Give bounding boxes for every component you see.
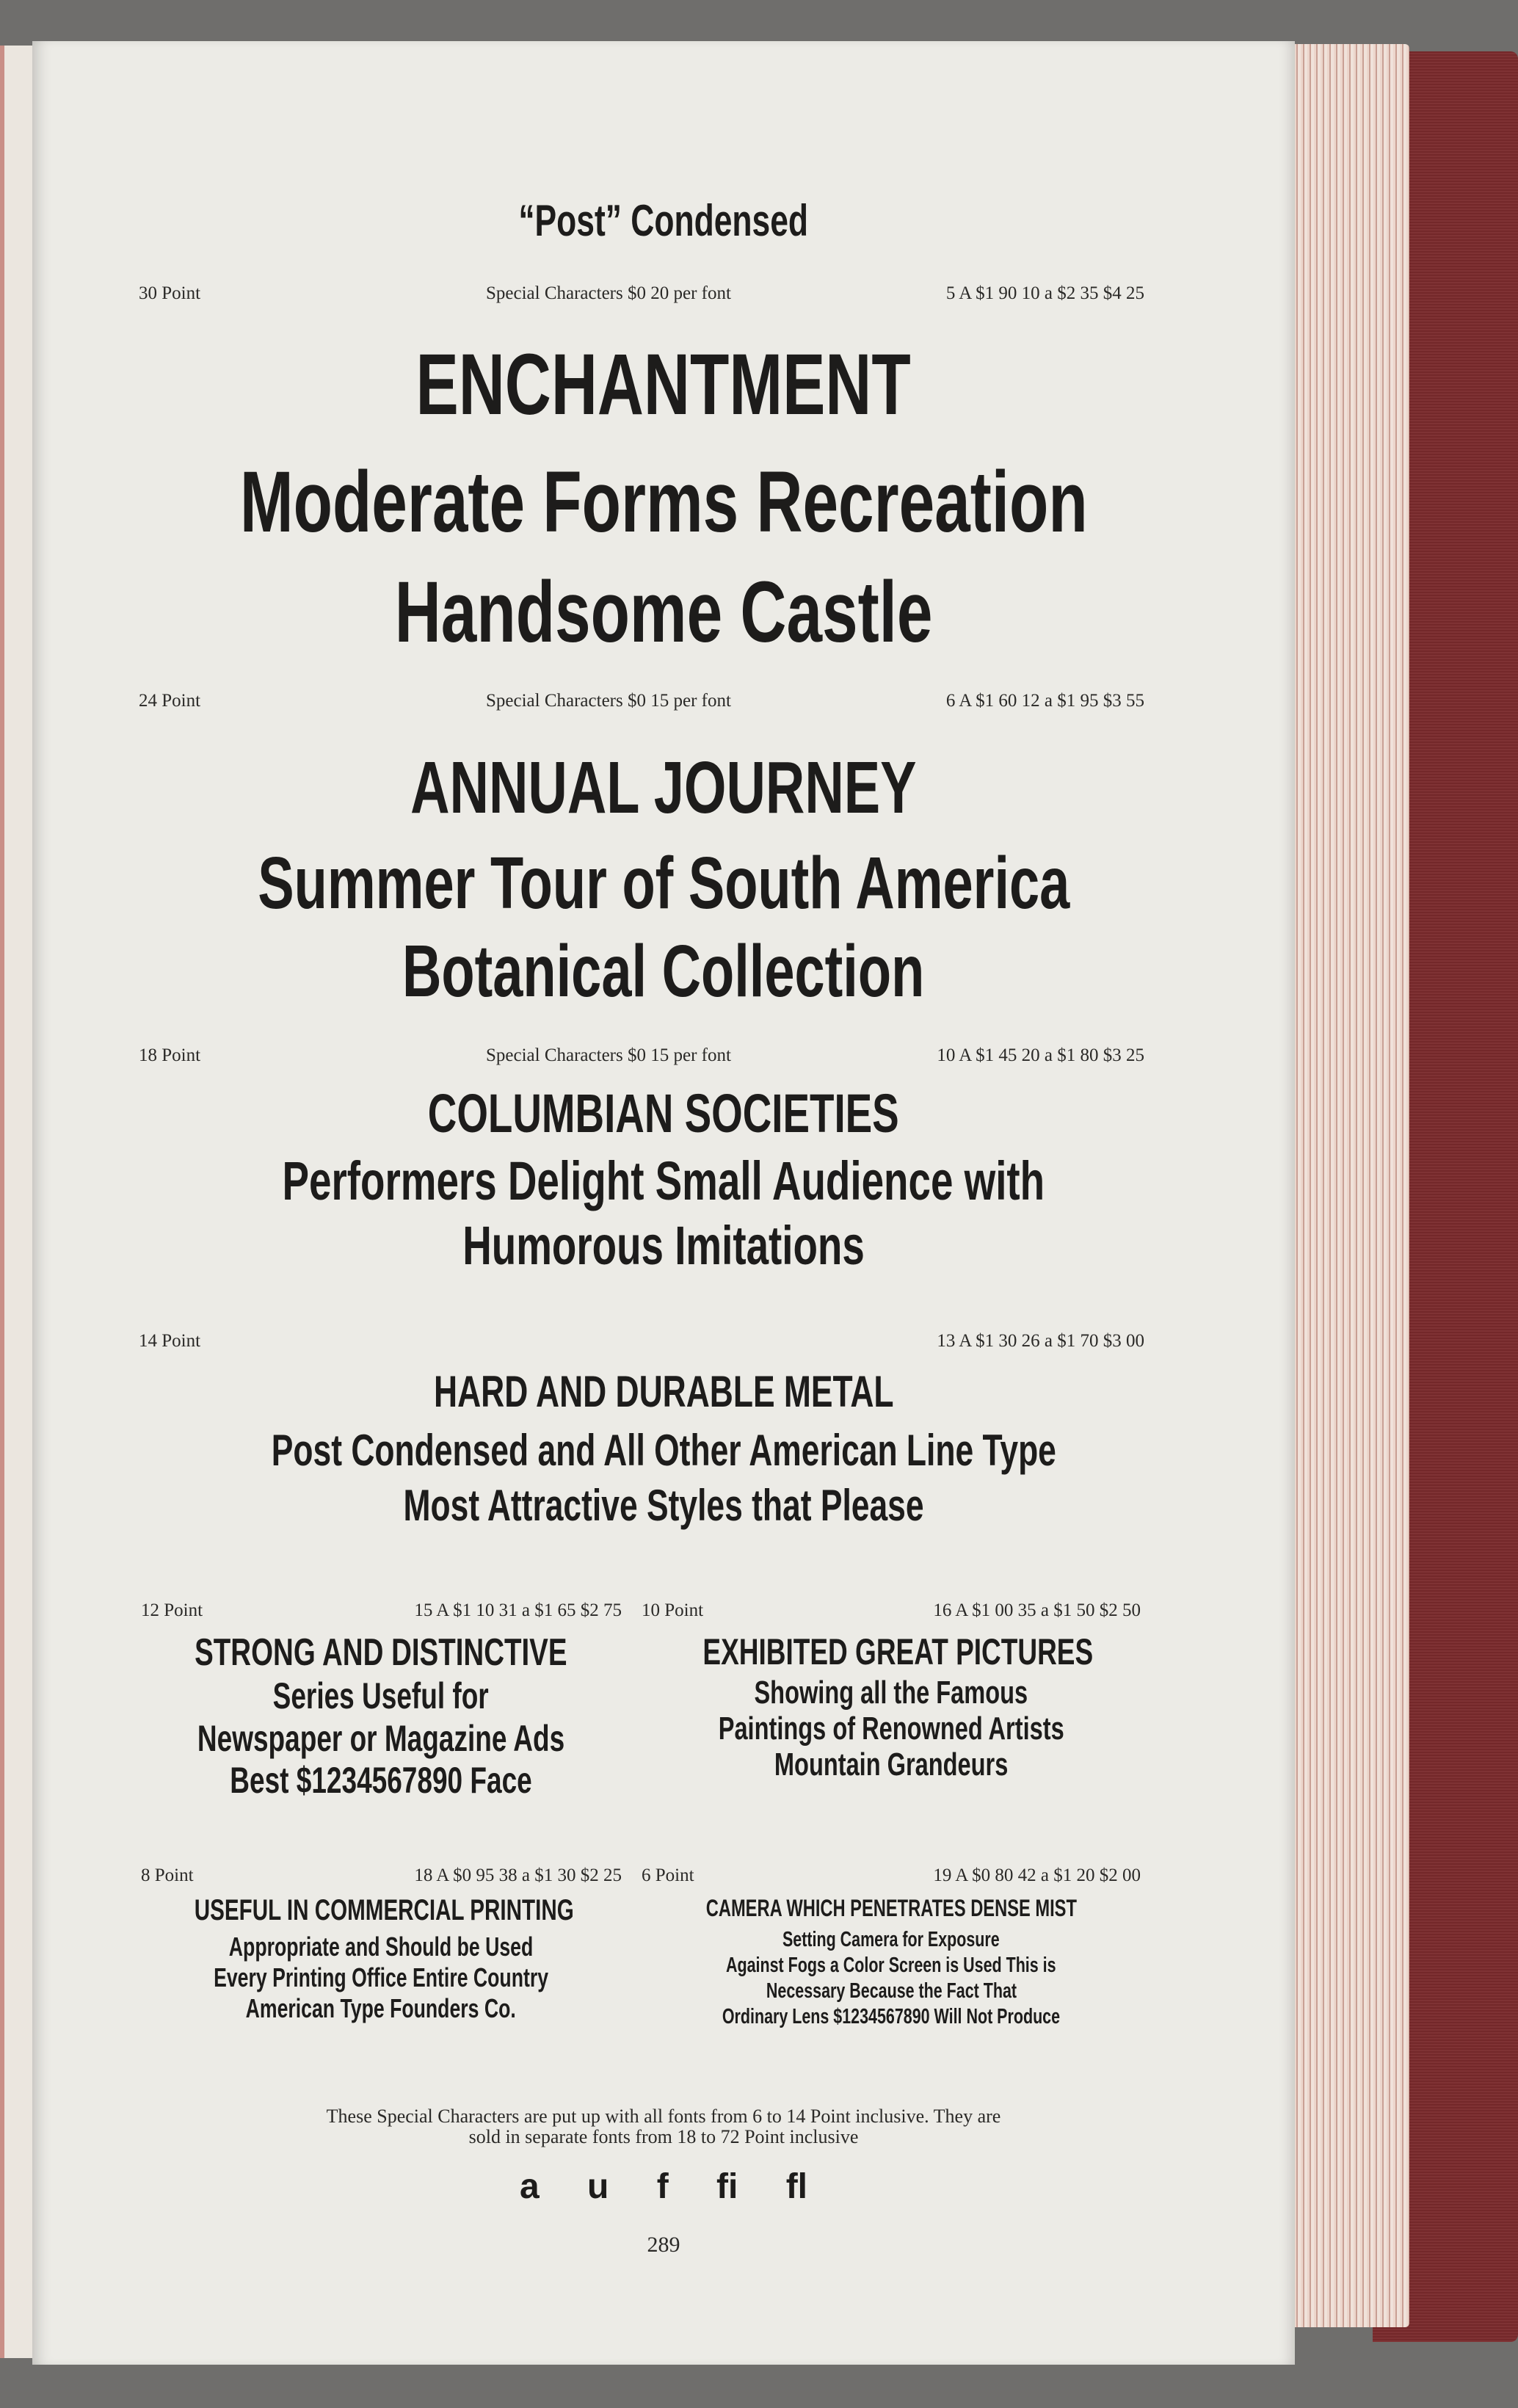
spec-24-point: [139, 691, 1144, 714]
specimen-line: EXHIBITED GREAT PICTURES: [702, 1631, 1094, 1672]
specimen-line: Performers Delight Small Audience with: [282, 1150, 1045, 1211]
special-characters-price: Special Characters $0 15 per font: [486, 1045, 731, 1065]
specimen-line: Moderate Forms Recreation: [239, 454, 1088, 551]
spec-6-point: [642, 1865, 1141, 1889]
specimen-line: HARD AND DURABLE METAL: [433, 1367, 894, 1416]
specimen-line: Post Condensed and All Other American Line Type: [271, 1426, 1056, 1475]
specimen-line: CAMERA WHICH PENETRATES DENSE MIST: [705, 1895, 1077, 1921]
size-label: 30 Point: [139, 283, 201, 303]
specimen-line: Ordinary Lens $1234567890 Will Not Produce: [722, 2005, 1061, 2028]
spec-8-point: [141, 1865, 622, 1889]
spec-30-point: [139, 283, 1144, 307]
book-page: [32, 41, 1295, 2365]
specimen-line: Showing all the Famous: [754, 1675, 1028, 1711]
specimen-line: STRONG AND DISTINCTIVE: [195, 1631, 567, 1674]
font-prices: 6 A $1 60 12 a $1 95 $3 55: [945, 691, 1144, 711]
specimen-line: Against Fogs a Color Screen is Used This is: [726, 1954, 1056, 1977]
font-prices: 15 A $1 10 31 a $1 65 $2 75: [414, 1600, 622, 1620]
ligature-a: a: [519, 2167, 540, 2206]
specimen-line: Paintings of Renowned Artists: [718, 1711, 1064, 1747]
size-label: 12 Point: [141, 1600, 203, 1620]
specimen-line: Newspaper or Magazine Ads: [197, 1718, 565, 1759]
specimen-line: Most Attractive Styles that Please: [403, 1481, 924, 1530]
spec-10-point: [642, 1600, 1141, 1624]
size-label: 18 Point: [139, 1045, 201, 1065]
specimen-line: Setting Camera for Exposure: [782, 1928, 1000, 1951]
page-title: “Post” Condensed: [518, 196, 809, 245]
specimen-line: Every Printing Office Entire Country: [214, 1962, 548, 1992]
special-characters-price: Special Characters $0 20 per font: [486, 283, 731, 303]
page-edges: [1281, 44, 1409, 2327]
specimen-line: Summer Tour of South America: [257, 842, 1070, 924]
specimen-line: Necessary Because the Fact That: [766, 1979, 1017, 2003]
specimen-line: American Type Founders Co.: [245, 1993, 517, 2023]
font-prices: 16 A $1 00 35 a $1 50 $2 50: [933, 1600, 1141, 1620]
size-label: 10 Point: [642, 1600, 704, 1620]
spec-12-point: [141, 1600, 622, 1624]
size-label: 24 Point: [139, 691, 201, 711]
special-characters-price: Special Characters $0 15 per font: [486, 691, 731, 711]
specimen-line: ANNUAL JOURNEY: [410, 747, 917, 829]
specimen-line: Humorous Imitations: [462, 1215, 865, 1276]
footnote-line-2: sold in separate fonts from 18 to 72 Point inclusive: [468, 2126, 859, 2147]
specimen-line: Series Useful for: [272, 1675, 490, 1716]
specimen-line: COLUMBIAN SOCIETIES: [428, 1083, 899, 1144]
specimen-line: Best $1234567890 Face: [230, 1760, 532, 1801]
font-prices: 5 A $1 90 10 a $2 35 $4 25: [945, 283, 1144, 303]
ligature-fi: fi: [716, 2167, 738, 2206]
left-page-edge: [0, 46, 35, 2358]
size-label: 14 Point: [139, 1331, 201, 1351]
specimen-line: Appropriate and Should be Used: [228, 1932, 534, 1962]
size-label: 8 Point: [141, 1865, 194, 1885]
specimen-line: USEFUL IN COMMERCIAL PRINTING: [194, 1894, 574, 1926]
specimen-line: Botanical Collection: [402, 930, 925, 1012]
font-prices: 13 A $1 30 26 a $1 70 $3 00: [937, 1331, 1144, 1351]
page-number: 289: [647, 2233, 680, 2257]
size-label: 6 Point: [642, 1865, 694, 1885]
font-prices: 18 A $0 95 38 a $1 30 $2 25: [414, 1865, 622, 1885]
ligature-f: f: [656, 2167, 669, 2206]
specimen-line: Mountain Grandeurs: [774, 1747, 1009, 1783]
ligature-u: u: [587, 2167, 609, 2206]
font-prices: 10 A $1 45 20 a $1 80 $3 25: [937, 1045, 1144, 1065]
specimen-line: Handsome Castle: [394, 564, 933, 661]
specimen-line: ENCHANTMENT: [415, 336, 912, 433]
spec-18-point: [139, 1045, 1144, 1069]
spec-14-point: [139, 1331, 1144, 1354]
special-characters-row: [32, 2166, 1295, 2207]
footnote-line-1: These Special Characters are put up with all fonts from 6 to 14 Point inclusive. They are: [326, 2106, 1001, 2127]
font-prices: 19 A $0 80 42 a $1 20 $2 00: [933, 1865, 1141, 1885]
ligature-fl: fl: [785, 2167, 808, 2206]
